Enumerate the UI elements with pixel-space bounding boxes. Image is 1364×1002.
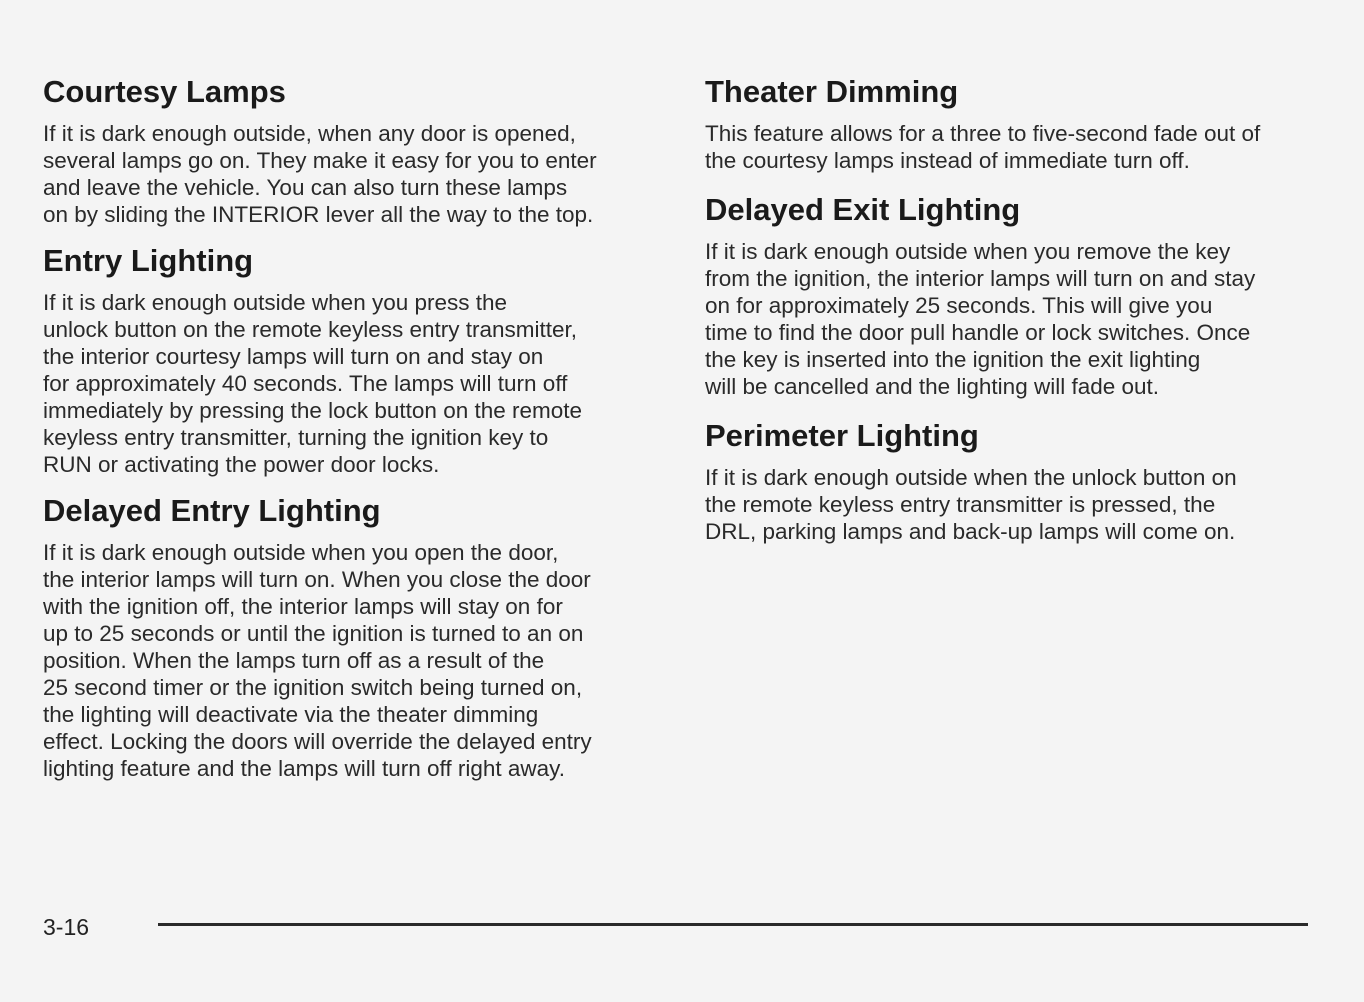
delayed-exit-lighting-section — [705, 190, 1315, 400]
footer-rule — [158, 923, 1308, 926]
page-number: 3-16 — [43, 914, 90, 940]
right-column — [705, 72, 1315, 545]
entry-lighting-body: If it is dark enough outside when you press the unlock button on the remote keyless entry transmitter, the interior courtesy lamps will turn on and stay on for approximately 40 seconds. The lamps will turn off immediately by pressing the lock button on the remote keyless entry transmitter, turning the ignition key to RUN or activating the power door locks. — [43, 290, 583, 477]
delayed-exit-lighting-heading: Delayed Exit Lighting — [705, 192, 1021, 227]
theater-dimming-heading: Theater Dimming — [705, 74, 959, 109]
left-column — [43, 72, 658, 782]
entry-lighting-heading: Entry Lighting — [43, 243, 254, 278]
courtesy-lamps-heading: Courtesy Lamps — [43, 74, 286, 109]
entry-lighting-section — [43, 241, 658, 478]
delayed-entry-lighting-section — [43, 491, 658, 782]
courtesy-lamps-section — [43, 72, 658, 228]
perimeter-lighting-heading: Perimeter Lighting — [705, 418, 979, 453]
theater-dimming-body: This feature allows for a three to five-second fade out of the courtesy lamps instead of immediate turn off. — [705, 121, 1261, 173]
delayed-entry-lighting-heading: Delayed Entry Lighting — [43, 493, 381, 528]
theater-dimming-section — [705, 72, 1315, 174]
delayed-exit-lighting-body: If it is dark enough outside when you remove the key from the ignition, the interior lamps will turn on and stay on for approximately 25 seconds. This will give you time to find the door pull handle or lock switches. Once the key is inserted into the ignition the exit lighting will be cancelled and the lighting will fade out. — [705, 239, 1256, 399]
perimeter-lighting-section — [705, 416, 1315, 545]
perimeter-lighting-body: If it is dark enough outside when the unlock button on the remote keyless entry transmitter is pressed, the DRL, parking lamps and back-up lamps will come on. — [705, 465, 1237, 544]
courtesy-lamps-body: If it is dark enough outside, when any door is opened, several lamps go on. They make it easy for you to enter and leave the vehicle. You can also turn these lamps on by sliding the INTERIOR lever all the way to the top. — [43, 121, 597, 227]
delayed-entry-lighting-body: If it is dark enough outside when you open the door, the interior lamps will turn on. When you close the door with the ignition off, the interior lamps will stay on for up to 25 seconds or until the ignition is turned to an on position. When the lamps turn off as a result of the 25 second timer or the ignition switch being turned on, the lighting will deactivate via the theater dimming effect. Locking the doors will override the delayed entry lighting feature and the lamps will turn off right away. — [43, 540, 592, 781]
